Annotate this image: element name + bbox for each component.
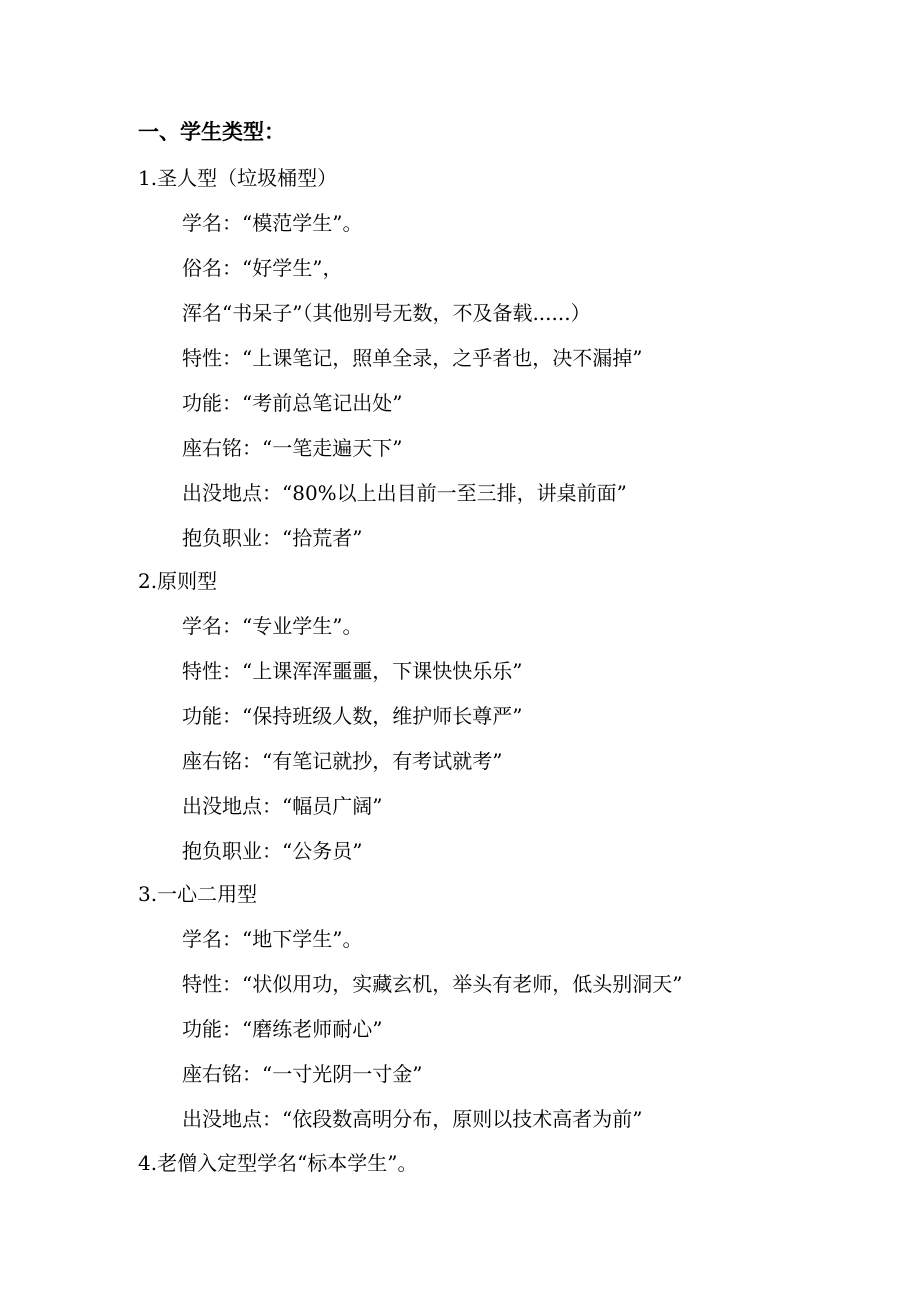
type-title: 1.圣人型（垃圾桶型） — [138, 166, 338, 190]
student-type-1 — [138, 160, 898, 565]
type-title: 2.原则型 — [138, 569, 218, 593]
type-attribute: 功能：“保持班级人数，维护师长尊严” — [182, 704, 523, 728]
type-attribute: 学名：“专业学生”。 — [182, 614, 363, 638]
type-attribute: 浑名“书呆子”（其他别号无数，不及备载......） — [182, 301, 591, 325]
type-attribute: 出没地点：“80%以上出目前一至三排，讲桌前面” — [182, 481, 627, 505]
type-attribute: 座右铭：“一寸光阴一寸金” — [182, 1062, 423, 1086]
type-title: 3.一心二用型 — [138, 882, 258, 906]
student-type-3 — [138, 876, 898, 1146]
type-attribute: 抱负职业：“拾荒者” — [182, 526, 363, 550]
student-type-2 — [138, 563, 898, 878]
type-attribute: 学名：“模范学生”。 — [182, 211, 363, 235]
type-attribute: 功能：“考前总笔记出处” — [182, 391, 403, 415]
section-heading: 一、学生类型： — [138, 119, 285, 144]
type-attribute: 特性：“上课浑浑噩噩，下课快快乐乐” — [182, 659, 523, 683]
type-title: 4.老僧入定型学名“标本学生”。 — [138, 1151, 418, 1175]
type-attribute: 俗名：“好学生”， — [182, 256, 343, 280]
type-attribute: 出没地点：“依段数高明分布，原则以技术高者为前” — [182, 1107, 643, 1131]
type-attribute: 座右铭：“一笔走遍天下” — [182, 436, 403, 460]
type-attribute: 特性：“状似用功，实藏玄机，举头有老师，低头别洞天” — [182, 972, 683, 996]
type-attribute: 座右铭：“有笔记就抄，有考试就考” — [182, 749, 503, 773]
type-attribute: 学名：“地下学生”。 — [182, 927, 363, 951]
type-attribute: 功能：“磨练老师耐心” — [182, 1017, 383, 1041]
student-type-4 — [138, 1145, 898, 1190]
type-attribute: 出没地点：“幅员广阔” — [182, 794, 383, 818]
type-attribute: 抱负职业：“公务员” — [182, 839, 363, 863]
type-attribute: 特性：“上课笔记，照单全录，之乎者也，决不漏掉” — [182, 346, 643, 370]
